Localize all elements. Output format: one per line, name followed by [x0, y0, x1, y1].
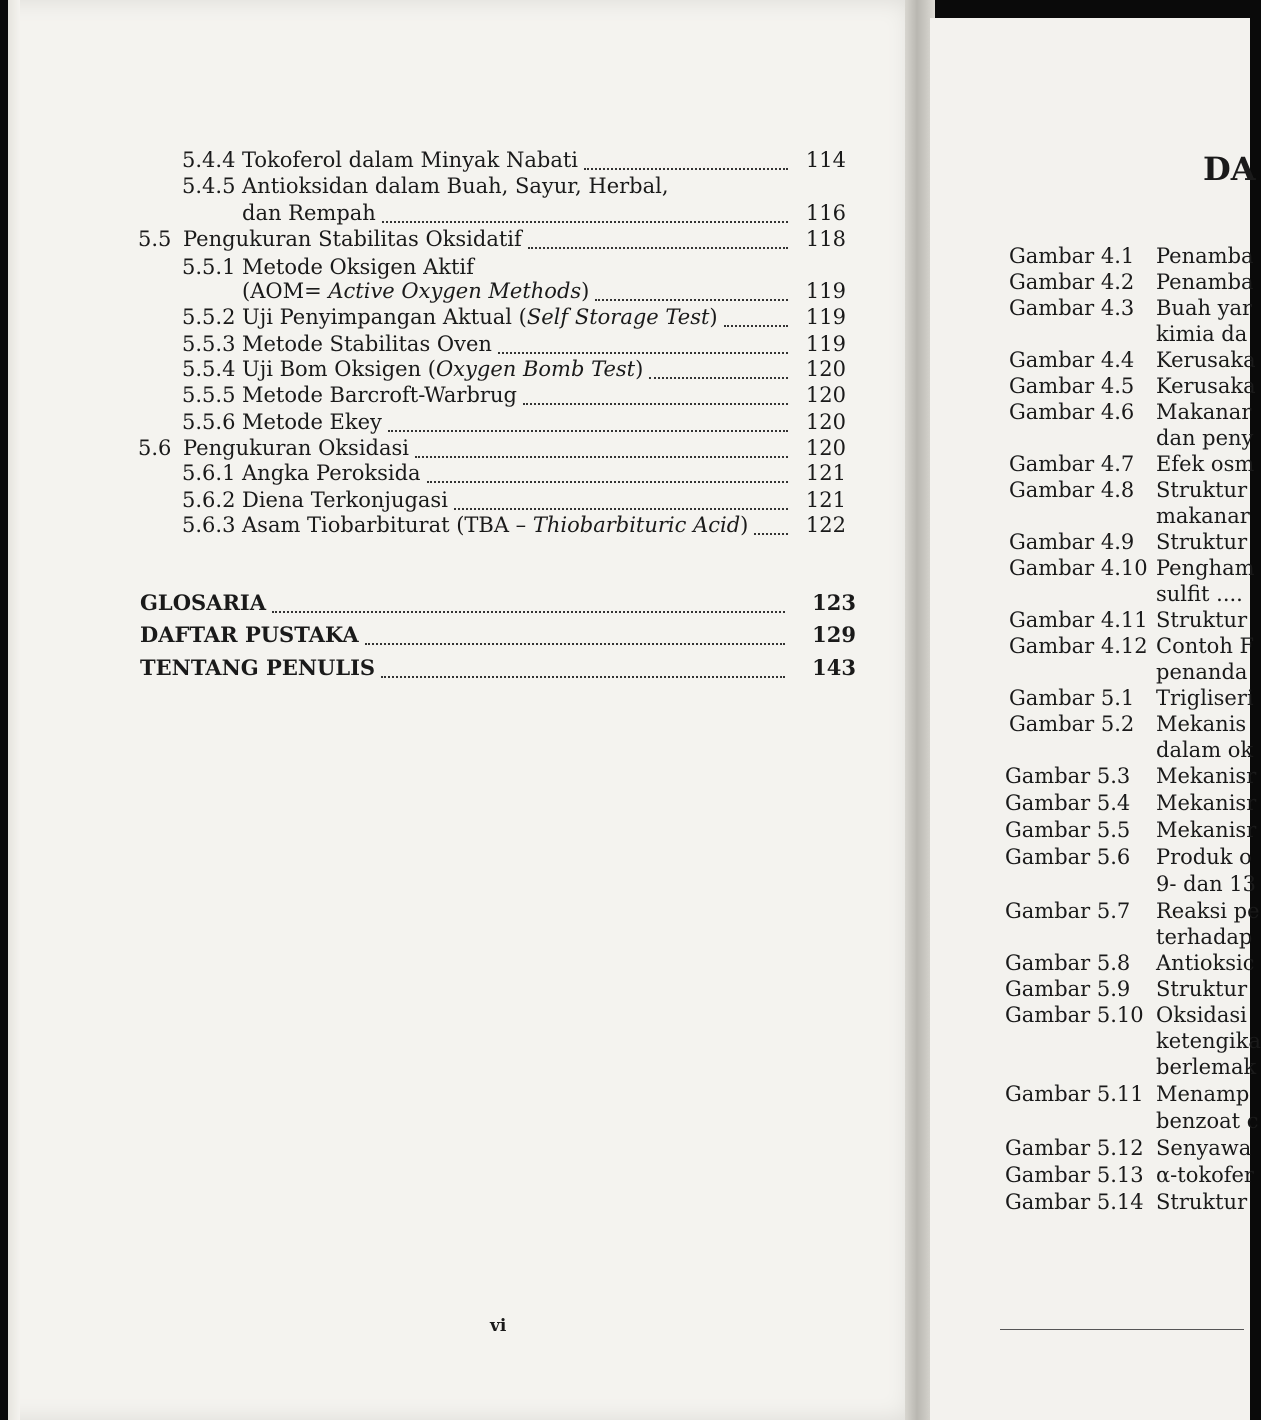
figure-label: Gambar 4.3: [1009, 296, 1135, 320]
leader-dots: [454, 508, 788, 510]
back-matter-page: 129: [812, 622, 856, 647]
figure-caption: penanda: [1156, 660, 1248, 684]
figure-caption: Produk o: [1156, 845, 1252, 869]
leader-dots: [388, 430, 788, 432]
toc-page: 116: [805, 201, 846, 225]
toc-page: 119: [805, 332, 846, 356]
figure-caption: dalam ok: [1156, 738, 1254, 762]
figure-caption: Struktur: [1156, 1190, 1248, 1214]
toc-page: 122: [805, 513, 846, 537]
toc-page: 121: [805, 488, 846, 512]
toc-number: 5.6.1: [182, 461, 236, 485]
figure-label: Gambar 5.13: [1005, 1163, 1144, 1187]
figure-caption: Penamba: [1156, 244, 1254, 268]
figure-caption: kimia da: [1156, 322, 1248, 346]
back-matter-page: 143: [812, 655, 856, 680]
figure-label: Gambar 5.3: [1005, 764, 1131, 788]
toc-page: 120: [805, 383, 846, 407]
figure-label: Gambar 5.14: [1005, 1190, 1144, 1214]
leader-dots: [272, 611, 785, 613]
footnote-rule: [1000, 1329, 1244, 1330]
figure-label: Gambar 5.2: [1009, 712, 1135, 736]
leader-dots: [427, 481, 788, 483]
leader-dots: [523, 403, 788, 405]
leader-dots: [595, 299, 788, 301]
back-matter-title: GLOSARIA: [140, 590, 267, 615]
leader-dots: [724, 325, 788, 327]
figure-caption: Reaksi pe: [1156, 899, 1260, 923]
figure-label: Gambar 5.10: [1005, 1003, 1144, 1027]
figure-caption: Mekanisr: [1156, 791, 1257, 815]
toc-title: Antioksidan dalam Buah, Sayur, Herbal,: [242, 174, 669, 198]
figure-caption: Pengham: [1156, 556, 1255, 580]
figure-caption: α-tokofer: [1156, 1163, 1254, 1187]
toc-title: Metode Ekey: [242, 410, 382, 434]
toc-number: 5.6.3: [182, 513, 236, 537]
back-matter-title: TENTANG PENULIS: [140, 655, 376, 680]
figure-caption: dan peny: [1156, 426, 1254, 450]
leader-dots: [498, 352, 788, 354]
toc-number: 5.5.1: [182, 255, 236, 279]
toc-title: Pengukuran Stabilitas Oksidatif: [183, 227, 522, 251]
toc-title: Pengukuran Oksidasi: [183, 436, 410, 460]
toc-title: Metode Stabilitas Oven: [242, 332, 492, 356]
figure-label: Gambar 5.7: [1005, 899, 1131, 923]
figure-label: Gambar 5.9: [1005, 977, 1131, 1001]
toc-number: 5.6: [138, 436, 172, 460]
toc-page: 120: [805, 357, 846, 381]
figure-label: Gambar 4.5: [1009, 374, 1135, 398]
figure-label: Gambar 4.11: [1009, 608, 1148, 632]
toc-title: Tokoferol dalam Minyak Nabati: [242, 148, 578, 172]
figure-label: Gambar 5.5: [1005, 818, 1131, 842]
toc-page: 121: [805, 461, 846, 485]
toc-number: 5.5.2: [182, 305, 236, 329]
figure-caption: Kerusaka: [1156, 374, 1256, 398]
figure-label: Gambar 4.8: [1009, 478, 1135, 502]
toc-title: Asam Tiobarbiturat (TBA – Thiobarbituric Acid): [242, 513, 749, 537]
leader-dots: [381, 676, 785, 678]
figure-caption: Antioksic: [1156, 951, 1255, 975]
toc-number: 5.5.4: [182, 357, 236, 381]
toc-number: 5.4.4: [182, 148, 236, 172]
figure-caption: Buah yar: [1156, 296, 1253, 320]
figure-label: Gambar 4.2: [1009, 270, 1135, 294]
leader-dots: [415, 456, 788, 458]
toc-title: Metode Barcroft-Warbrug: [242, 383, 517, 407]
toc-page: 119: [805, 279, 846, 303]
leader-dots: [649, 377, 788, 379]
figure-caption: Menamp: [1156, 1082, 1250, 1106]
figure-caption: terhadap: [1156, 925, 1253, 949]
figure-caption: Mekanis: [1156, 712, 1247, 736]
toc-number: 5.6.2: [182, 488, 236, 512]
toc-title: dan Rempah: [242, 201, 376, 225]
figure-caption: Contoh F: [1156, 634, 1255, 658]
toc-title: (AOM= Active Oxygen Methods): [242, 279, 590, 303]
figure-caption: ketengika: [1156, 1029, 1261, 1053]
toc-page: 120: [805, 436, 846, 460]
toc-number: 5.5.6: [182, 410, 236, 434]
figure-label: Gambar 4.9: [1009, 530, 1135, 554]
figure-caption: 9- dan 13: [1156, 872, 1257, 896]
right-page-heading: DA: [1203, 150, 1256, 188]
figure-caption: Makanar: [1156, 400, 1252, 424]
leader-dots: [528, 247, 788, 249]
figure-label: Gambar 5.11: [1005, 1082, 1144, 1106]
figure-caption: Mekanisr: [1156, 818, 1257, 842]
figure-caption: Kerusaka: [1156, 348, 1256, 372]
toc-title: Angka Peroksida: [242, 461, 421, 485]
figure-label: Gambar 5.4: [1005, 791, 1131, 815]
figure-caption: Struktur: [1156, 478, 1248, 502]
leader-dots: [382, 221, 788, 223]
toc-title: Diena Terkonjugasi: [242, 488, 448, 512]
figure-caption: Trigliseri: [1156, 686, 1254, 710]
figure-caption: Oksidasi: [1156, 1003, 1247, 1027]
figure-label: Gambar 4.1: [1009, 244, 1135, 268]
figure-caption: Senyawa: [1156, 1136, 1252, 1160]
figure-caption: sulfit ....: [1156, 582, 1243, 606]
leader-dots: [754, 533, 788, 535]
left-page: [8, 0, 928, 1420]
figure-label: Gambar 5.12: [1005, 1136, 1144, 1160]
page-edge: [8, 0, 20, 1420]
figure-caption: Struktur: [1156, 608, 1248, 632]
figure-label: Gambar 4.12: [1009, 634, 1148, 658]
figure-caption: makanar: [1156, 504, 1250, 528]
figure-caption: berlemak: [1156, 1055, 1257, 1079]
toc-number: 5.5: [138, 227, 172, 251]
figure-label: Gambar 5.1: [1009, 686, 1135, 710]
toc-number: 5.5.3: [182, 332, 236, 356]
toc-title: Uji Bom Oksigen (Oxygen Bomb Test): [242, 357, 644, 381]
leader-dots: [584, 168, 788, 170]
toc-title: Metode Oksigen Aktif: [242, 255, 474, 279]
figure-label: Gambar 5.6: [1005, 845, 1131, 869]
toc-title: Uji Penyimpangan Aktual (Self Storage Test): [242, 305, 718, 329]
toc-page: 114: [805, 148, 846, 172]
page-number: vi: [490, 1316, 507, 1336]
toc-page: 120: [805, 410, 846, 434]
toc-number: 5.4.5: [182, 174, 236, 198]
figure-label: Gambar 4.7: [1009, 452, 1135, 476]
figure-label: Gambar 4.4: [1009, 348, 1135, 372]
back-matter-title: DAFTAR PUSTAKA: [140, 622, 359, 647]
figure-caption: benzoat c: [1156, 1109, 1259, 1133]
toc-page: 118: [805, 227, 846, 251]
figure-caption: Struktur: [1156, 977, 1248, 1001]
figure-label: Gambar 4.6: [1009, 400, 1135, 424]
back-matter-page: 123: [812, 590, 856, 615]
figure-label: Gambar 4.10: [1009, 556, 1148, 580]
toc-page: 119: [805, 305, 846, 329]
figure-label: Gambar 5.8: [1005, 951, 1131, 975]
figure-caption: Penamba: [1156, 270, 1254, 294]
figure-caption: Struktur: [1156, 530, 1248, 554]
figure-caption: Efek osm: [1156, 452, 1255, 476]
leader-dots: [365, 643, 785, 645]
toc-number: 5.5.5: [182, 383, 236, 407]
figure-caption: Mekanisr: [1156, 764, 1257, 788]
